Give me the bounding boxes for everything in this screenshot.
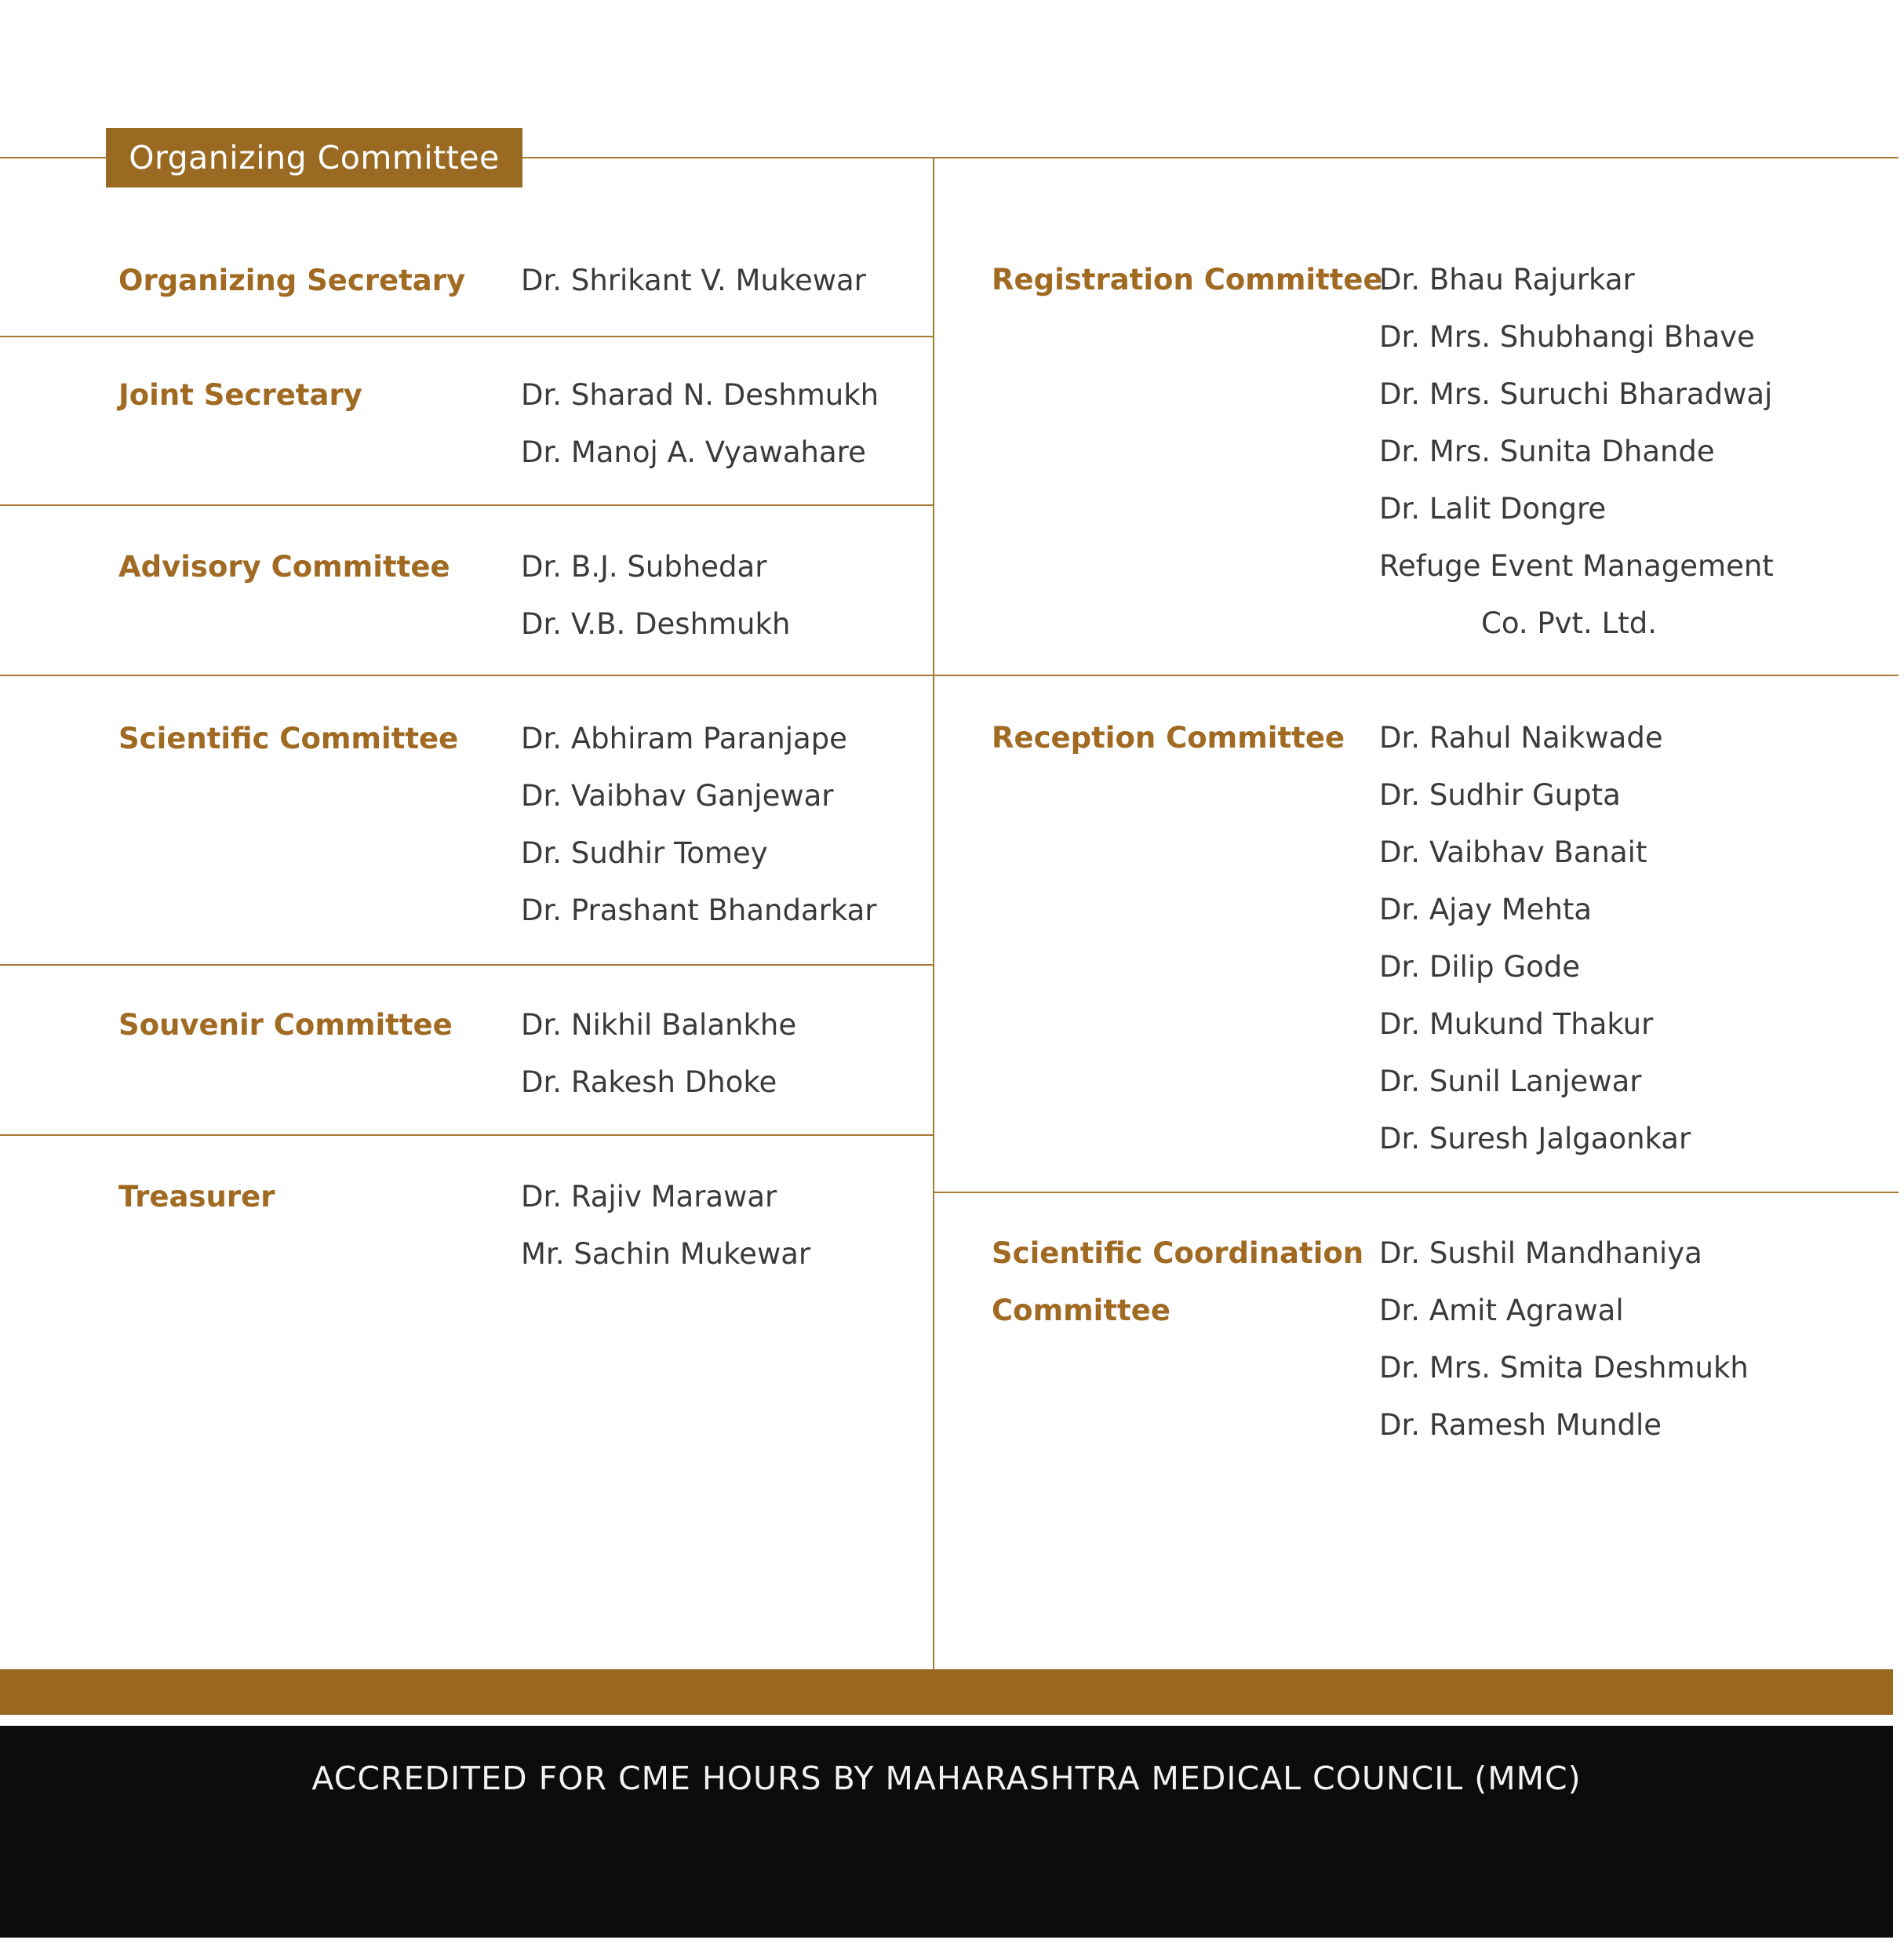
member-name: Dr. Mrs. Smita Deshmukh bbox=[1379, 1351, 1749, 1385]
member-name: Dr. Amit Agrawal bbox=[1379, 1294, 1624, 1327]
member-name: Dr. Manoj A. Vyawahare bbox=[521, 435, 866, 469]
role-label: Souvenir Committee bbox=[118, 1008, 453, 1042]
page-title: Organizing Committee bbox=[106, 128, 522, 187]
member-name: Dr. Rajiv Marawar bbox=[521, 1180, 777, 1214]
divider-left-2 bbox=[0, 504, 934, 506]
center-rule bbox=[933, 157, 934, 1669]
member-name: Dr. Mukund Thakur bbox=[1379, 1007, 1654, 1041]
role-label: Organizing Secretary bbox=[118, 264, 466, 297]
member-name: Dr. Sushil Mandhaniya bbox=[1379, 1236, 1702, 1270]
role-label: Joint Secretary bbox=[118, 378, 362, 412]
role-organizing-secretary bbox=[118, 252, 465, 309]
member-name: Dr. Mrs. Shubhangi Bhave bbox=[1379, 320, 1755, 354]
divider-left-5 bbox=[0, 1134, 934, 1136]
member-name: Dr. B.J. Subhedar bbox=[521, 550, 767, 584]
member-name: Dr. Shrikant V. Mukewar bbox=[521, 264, 866, 297]
member-name: Dr. Rahul Naikwade bbox=[1379, 721, 1663, 755]
member-name: Dr. Mrs. Suruchi Bharadwaj bbox=[1379, 377, 1773, 411]
role-scientific-committee bbox=[118, 710, 458, 767]
names-scientific-committee bbox=[521, 710, 877, 939]
member-name: Dr. Dilip Gode bbox=[1379, 950, 1580, 984]
member-name: Dr. Sudhir Tomey bbox=[521, 836, 768, 870]
names-joint-secretary bbox=[521, 366, 879, 481]
member-name: Mr. Sachin Mukewar bbox=[521, 1237, 811, 1271]
names-souvenir-committee bbox=[521, 996, 796, 1111]
role-joint-secretary bbox=[118, 366, 362, 424]
role-label: Registration Committee bbox=[992, 263, 1383, 297]
role-advisory-committee bbox=[118, 538, 450, 595]
divider-left-1 bbox=[0, 336, 934, 337]
role-treasurer bbox=[118, 1168, 275, 1225]
role-scientific-coordination-committee bbox=[992, 1225, 1363, 1339]
names-advisory-committee bbox=[521, 538, 790, 653]
divider-left-4 bbox=[0, 964, 934, 966]
role-label: Reception Committee bbox=[992, 721, 1345, 755]
member-name: Dr. Ramesh Mundle bbox=[1379, 1408, 1662, 1442]
member-name: Dr. Nikhil Balankhe bbox=[521, 1008, 797, 1042]
role-registration-committee bbox=[992, 251, 1383, 308]
member-name: Co. Pvt. Ltd. bbox=[1481, 606, 1657, 640]
member-name: Dr. Vaibhav Banait bbox=[1379, 835, 1647, 869]
role-label: Advisory Committee bbox=[118, 550, 450, 584]
names-treasurer bbox=[521, 1168, 810, 1283]
names-registration-committee bbox=[1379, 251, 1774, 652]
role-souvenir-committee bbox=[118, 996, 453, 1054]
member-name: Refuge Event Management bbox=[1379, 549, 1774, 583]
accreditation-text: ACCREDITED FOR CME HOURS BY MAHARASHTRA MEDICAL COUNCIL (MMC) bbox=[311, 1760, 1582, 1797]
member-name: Dr. Ajay Mehta bbox=[1379, 893, 1593, 926]
member-name: Dr. Sharad N. Deshmukh bbox=[521, 378, 879, 412]
role-label: Scientific Coordination bbox=[992, 1236, 1364, 1270]
role-label: Scientific Committee bbox=[118, 722, 459, 755]
role-reception-committee bbox=[992, 709, 1345, 766]
band-separator bbox=[0, 1715, 1893, 1726]
role-label: Committee bbox=[992, 1294, 1170, 1327]
member-name: Dr. Rakesh Dhoke bbox=[521, 1065, 777, 1099]
names-scientific-coordination-committee bbox=[1379, 1225, 1749, 1454]
member-name: Dr. Vaibhav Ganjewar bbox=[521, 779, 834, 813]
member-name: Dr. Suresh Jalgaonkar bbox=[1379, 1122, 1691, 1155]
member-name: Dr. V.B. Deshmukh bbox=[521, 607, 791, 641]
divider-full-3 bbox=[0, 675, 1899, 676]
member-name: Dr. Mrs. Sunita Dhande bbox=[1379, 435, 1715, 468]
divider-right-6 bbox=[934, 1192, 1899, 1193]
member-name: Dr. Lalit Dongre bbox=[1379, 492, 1607, 526]
member-name: Dr. Sudhir Gupta bbox=[1379, 778, 1621, 812]
member-name: Dr. Prashant Bhandarkar bbox=[521, 893, 877, 927]
member-name: Dr. Sunil Lanjewar bbox=[1379, 1064, 1642, 1098]
member-name: Dr. Abhiram Paranjape bbox=[521, 722, 847, 755]
names-reception-committee bbox=[1379, 709, 1691, 1167]
gold-band bbox=[0, 1669, 1893, 1715]
member-name: Dr. Bhau Rajurkar bbox=[1379, 263, 1635, 297]
names-organizing-secretary bbox=[521, 252, 866, 309]
role-label: Treasurer bbox=[118, 1180, 275, 1214]
